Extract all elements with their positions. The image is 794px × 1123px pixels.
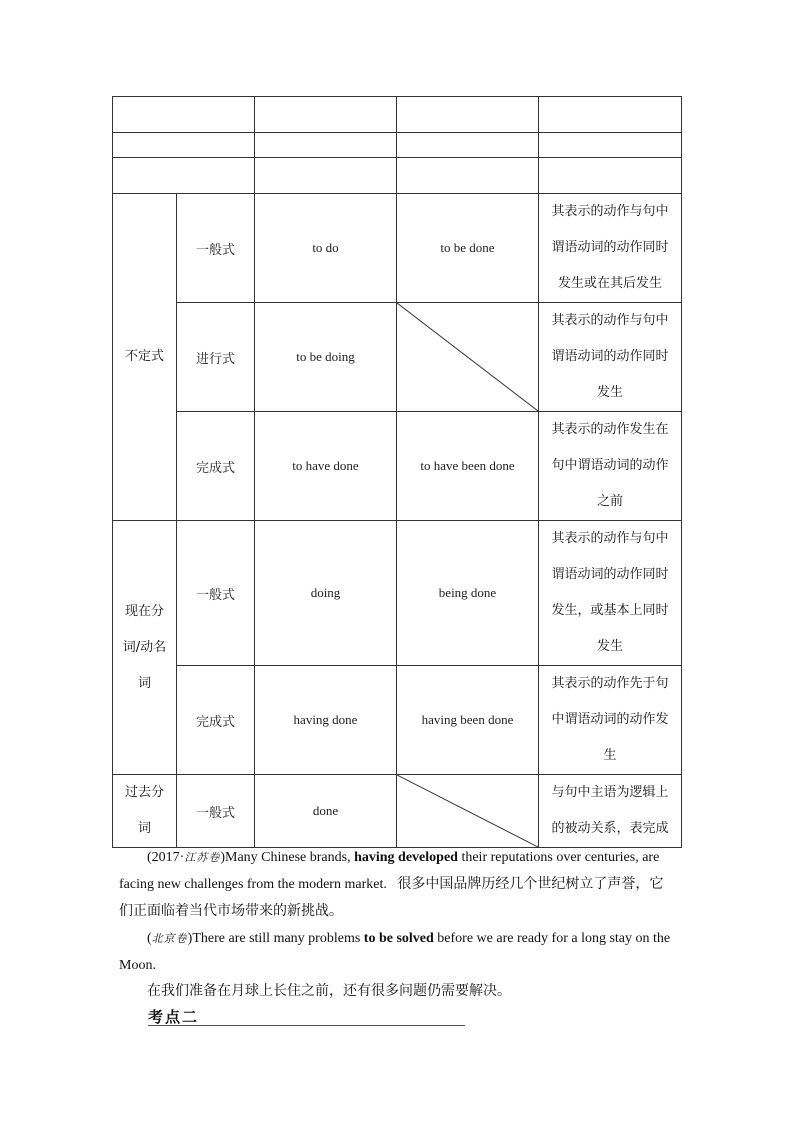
- description-line: 其表示的动作与句中: [551, 204, 669, 219]
- diagonal-line: [397, 775, 538, 847]
- description-line: 谓语动词的动作同时: [551, 240, 669, 255]
- example-2-open: (: [147, 931, 152, 946]
- grammar-table: [112, 96, 682, 848]
- header-cell: [539, 133, 682, 158]
- description-cell: [539, 303, 682, 412]
- header-cell: [397, 133, 539, 158]
- empty-diagonal-cell: [397, 303, 539, 412]
- example-1-year: (2017·: [147, 850, 185, 865]
- table-row: [113, 303, 682, 412]
- description-line: 中谓语动词的动作发: [551, 712, 669, 727]
- description-cell: [539, 412, 682, 521]
- description-cell: [539, 775, 682, 848]
- header-cell: [113, 158, 255, 194]
- active-form: done: [255, 775, 397, 848]
- example-2-pre: )There are still many problems: [187, 931, 364, 946]
- example-1-pre: )Many Chinese brands,: [220, 850, 355, 865]
- active-form: to do: [255, 194, 397, 303]
- table-row: [113, 194, 682, 303]
- category-line: 词/动名: [122, 639, 167, 655]
- header-cell: [397, 97, 539, 133]
- active-form: having done: [255, 666, 397, 775]
- description-line: 之前: [596, 494, 623, 509]
- active-form: to have done: [255, 412, 397, 521]
- header-row: [113, 158, 682, 194]
- header-cell: [113, 133, 255, 158]
- description-line: 句中谓语动词的动作: [551, 458, 669, 473]
- example-2-post: before we are ready for a long stay on the Moon.: [119, 931, 671, 973]
- header-row: [113, 133, 682, 158]
- form-cell: 一般式: [177, 775, 255, 848]
- table-row: [113, 521, 682, 666]
- table-row: [113, 666, 682, 775]
- description-line: 谓语动词的动作同时: [551, 349, 669, 364]
- example-1: [119, 844, 675, 925]
- passive-form: to have been done: [397, 412, 539, 521]
- description-cell: [539, 194, 682, 303]
- example-1-post: their reputations over centuries, are facing new challenges from the modern market.: [119, 850, 660, 892]
- category-present-participle-gerund: [113, 521, 177, 775]
- form-cell: 一般式: [177, 194, 255, 303]
- header-row: [113, 97, 682, 133]
- passive-form: having been done: [397, 666, 539, 775]
- category-line: 词: [137, 821, 151, 836]
- header-cell: [255, 158, 397, 194]
- description-line: 发生: [596, 385, 623, 400]
- diagonal-line: [397, 303, 538, 411]
- example-2-source: 北京卷: [151, 932, 188, 945]
- example-1-source: 江苏卷: [184, 851, 221, 864]
- category-line: 词: [137, 675, 151, 691]
- description-line: 其表示的动作发生在: [551, 422, 669, 437]
- header-cell: [113, 97, 255, 133]
- header-cell: [539, 158, 682, 194]
- example-2: [119, 925, 675, 979]
- description-line: 其表示的动作与句中: [551, 531, 669, 546]
- category-line: 过去分: [124, 785, 164, 800]
- form-cell: 进行式: [177, 303, 255, 412]
- description-line: 谓语动词的动作同时: [551, 567, 669, 582]
- active-form: doing: [255, 521, 397, 666]
- category-infinitive: 不定式: [113, 194, 177, 521]
- empty-diagonal-cell: [397, 775, 539, 848]
- example-2-translation: 在我们准备在月球上长住之前，还有很多问题仍需要解决。: [147, 983, 511, 999]
- table-row: [113, 775, 682, 848]
- header-cell: [255, 97, 397, 133]
- section-heading: 考点二: [148, 1008, 200, 1026]
- category-past-participle: [113, 775, 177, 848]
- passive-form: to be done: [397, 194, 539, 303]
- description-line: 生: [603, 748, 617, 763]
- description-cell: [539, 521, 682, 666]
- category-line: 现在分: [124, 603, 164, 619]
- description-line: 其表示的动作与句中: [551, 313, 669, 328]
- description-line: 发生，或基本上同时: [551, 603, 669, 618]
- header-cell: [255, 133, 397, 158]
- heading-underline: [148, 1025, 465, 1026]
- description-line: 发生或在其后发生: [557, 276, 662, 291]
- form-cell: 完成式: [177, 666, 255, 775]
- passive-form: being done: [397, 521, 539, 666]
- example-2-translation-para: [119, 978, 675, 1005]
- header-cell: [397, 158, 539, 194]
- form-cell: 一般式: [177, 521, 255, 666]
- table-row: [113, 412, 682, 521]
- example-2-highlight: to be solved: [363, 931, 434, 946]
- description-line: 其表示的动作先于句: [551, 676, 669, 691]
- header-cell: [539, 97, 682, 133]
- description-line: 发生: [596, 639, 623, 654]
- example-1-translation: 很多中国品牌历经几个世纪树立了声誉，它们正面临着当代市场带来的新挑战。: [119, 876, 664, 919]
- active-form: to be doing: [255, 303, 397, 412]
- description-cell: [539, 666, 682, 775]
- description-line: 与句中主语为逻辑上: [551, 785, 669, 800]
- description-line: 的被动关系，表完成: [551, 821, 669, 836]
- example-1-highlight: having developed: [354, 850, 458, 865]
- form-cell: 完成式: [177, 412, 255, 521]
